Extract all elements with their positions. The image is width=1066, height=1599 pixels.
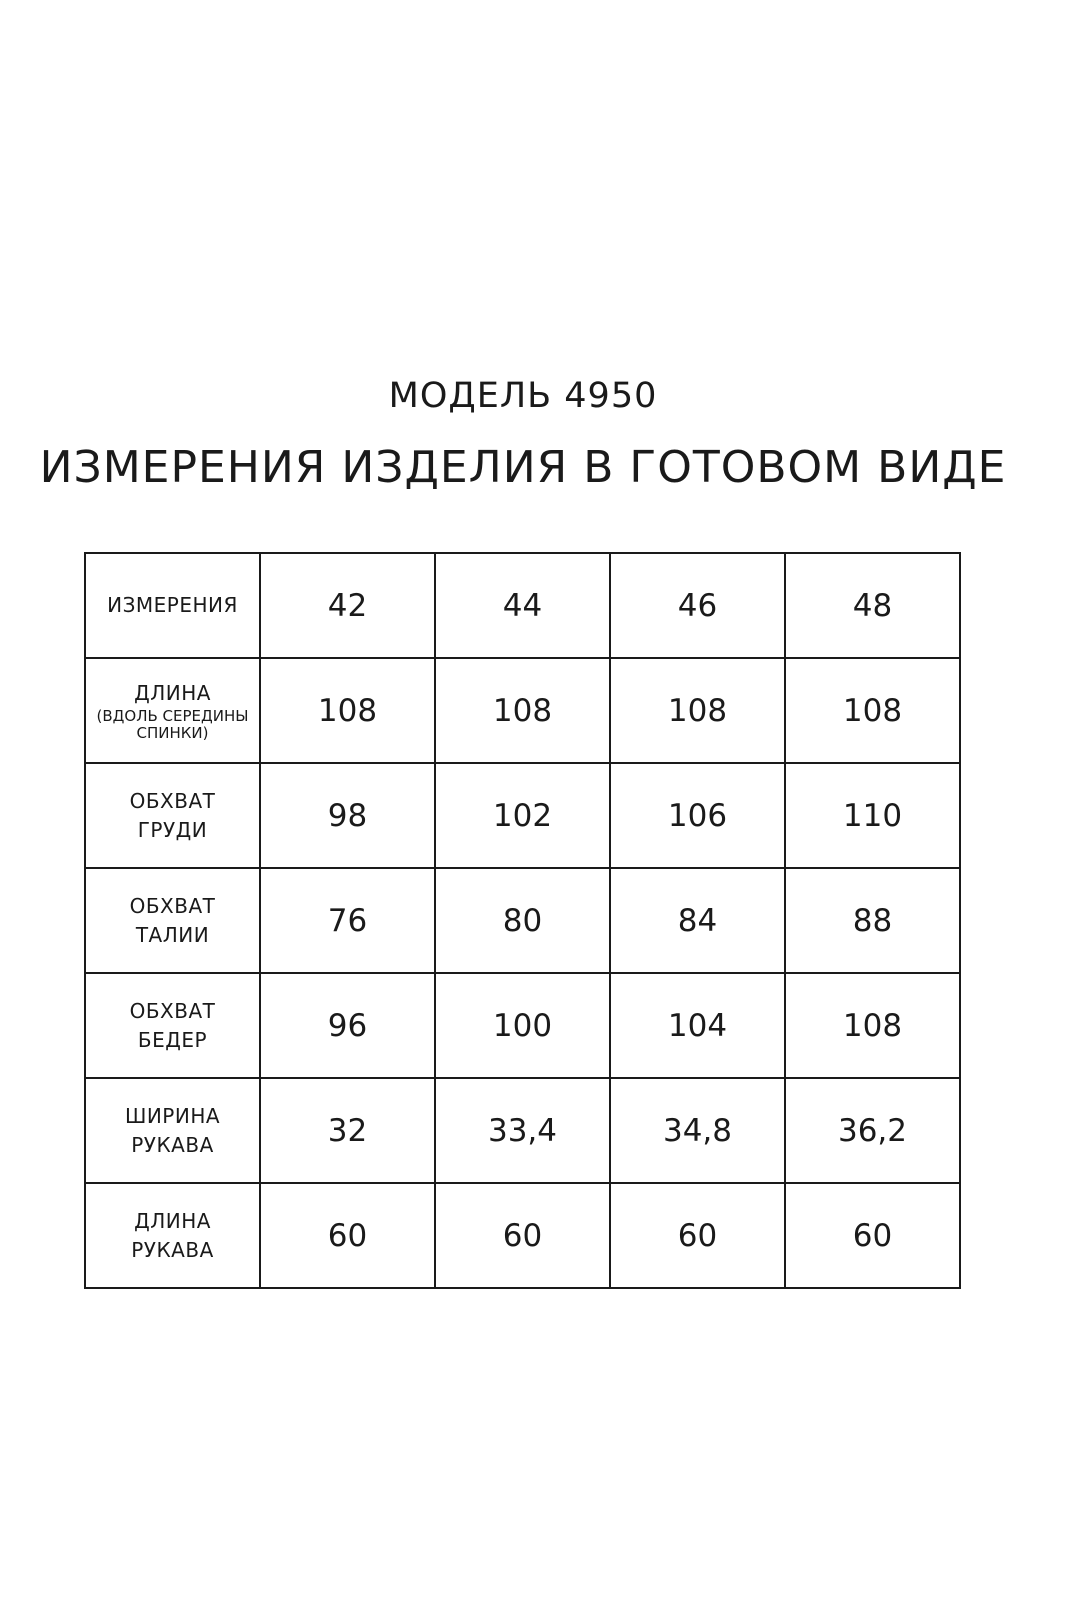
value-cell: 84 — [610, 868, 785, 973]
table-row — [85, 868, 960, 973]
value-cell: 34,8 — [610, 1078, 785, 1183]
table-row — [85, 763, 960, 868]
header-label-cell — [85, 553, 260, 658]
size-header-cell: 44 — [435, 553, 610, 658]
row-label-line: ОБХВАТ — [129, 998, 216, 1023]
row-label-line: РУКАВА — [131, 1237, 214, 1262]
value-cell: 110 — [785, 763, 960, 868]
value-cell: 33,4 — [435, 1078, 610, 1183]
value-cell: 98 — [260, 763, 435, 868]
page-title: ИЗМЕРЕНИЯ ИЗДЕЛИЯ В ГОТОВОМ ВИДЕ — [39, 442, 1007, 493]
row-label-cell — [85, 658, 260, 763]
row-label-cell — [85, 1078, 260, 1183]
value-cell: 106 — [610, 763, 785, 868]
value-cell: 102 — [435, 763, 610, 868]
value-cell: 60 — [260, 1183, 435, 1288]
value-cell: 108 — [785, 973, 960, 1078]
size-table — [84, 552, 961, 1289]
value-cell: 88 — [785, 868, 960, 973]
size-header-cell: 42 — [260, 553, 435, 658]
header-label: ИЗМЕРЕНИЯ — [107, 593, 238, 617]
value-cell: 80 — [435, 868, 610, 973]
value-cell: 36,2 — [785, 1078, 960, 1183]
value-cell: 100 — [435, 973, 610, 1078]
row-label-line: ОБХВАТ — [129, 788, 216, 813]
value-cell: 108 — [435, 658, 610, 763]
value-cell: 60 — [785, 1183, 960, 1288]
row-note-line: СПИНКИ) — [136, 724, 209, 742]
row-label-line: ДЛИНА — [134, 1208, 211, 1233]
table-row — [85, 973, 960, 1078]
size-header-cell: 46 — [610, 553, 785, 658]
row-label-line: ДЛИНА — [134, 681, 211, 705]
row-label-cell — [85, 868, 260, 973]
table-row — [85, 1078, 960, 1183]
value-cell: 104 — [610, 973, 785, 1078]
model-title: МОДЕЛЬ 4950 — [388, 376, 658, 416]
row-label-line: ШИРИНА — [124, 1103, 221, 1128]
row-label-cell — [85, 763, 260, 868]
value-cell: 108 — [785, 658, 960, 763]
table-row — [85, 1183, 960, 1288]
value-cell: 108 — [610, 658, 785, 763]
table-row — [85, 658, 960, 763]
table-header-row — [85, 553, 960, 658]
size-header-cell: 48 — [785, 553, 960, 658]
row-note-line: (ВДОЛЬ СЕРЕДИНЫ — [96, 707, 249, 725]
row-label-cell — [85, 973, 260, 1078]
row-label-line: БЕДЕР — [137, 1027, 208, 1052]
value-cell: 60 — [610, 1183, 785, 1288]
value-cell: 32 — [260, 1078, 435, 1183]
row-label-cell — [85, 1183, 260, 1288]
value-cell: 76 — [260, 868, 435, 973]
row-label-line: ТАЛИИ — [135, 922, 210, 947]
value-cell: 60 — [435, 1183, 610, 1288]
value-cell: 96 — [260, 973, 435, 1078]
value-cell: 108 — [260, 658, 435, 763]
row-label-line: РУКАВА — [131, 1132, 214, 1157]
row-label-line: ГРУДИ — [137, 817, 208, 842]
row-label-line: ОБХВАТ — [129, 893, 216, 918]
